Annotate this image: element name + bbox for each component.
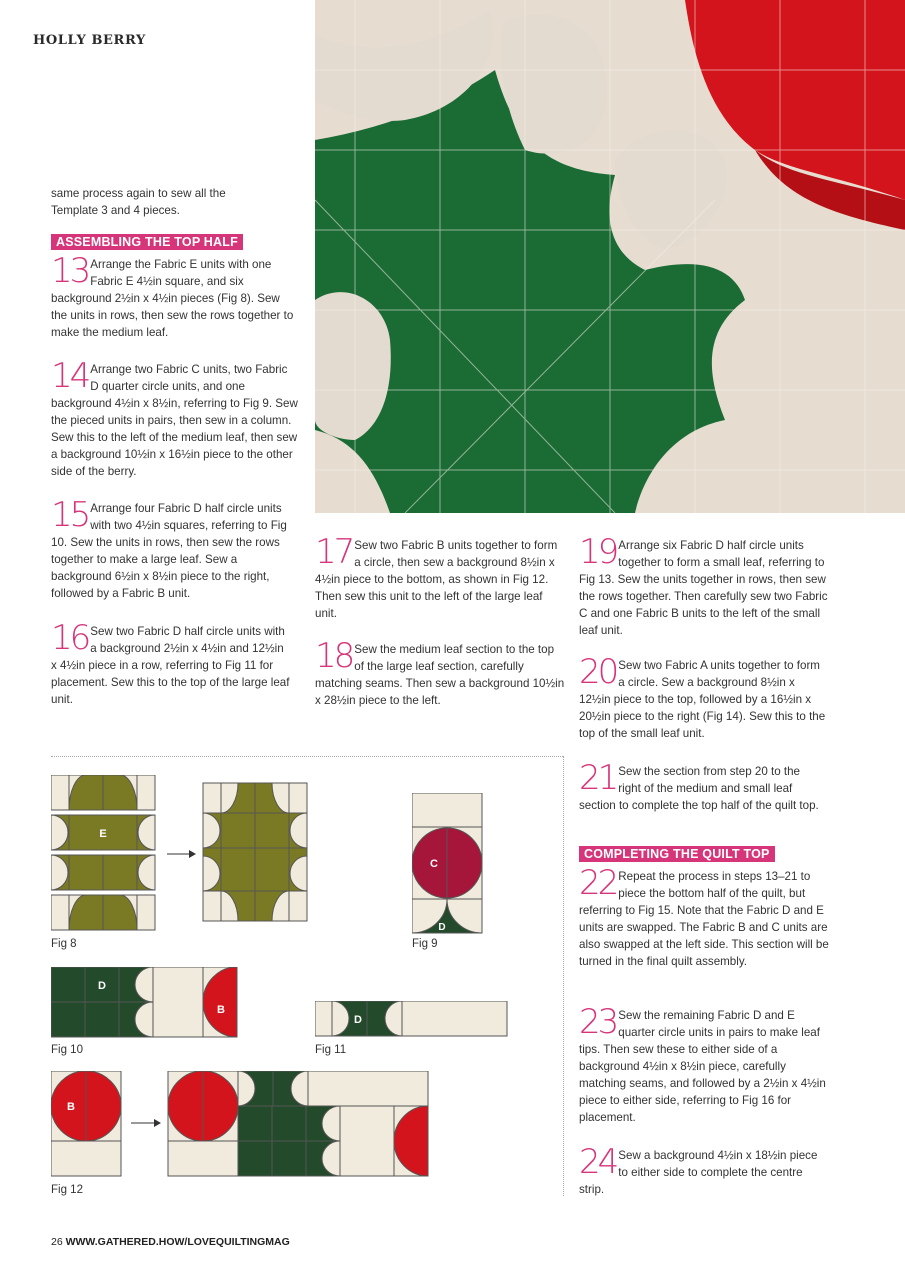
step-13 (51, 251, 296, 341)
step-14 (51, 356, 299, 480)
step-number: 16 (51, 618, 89, 658)
figure-9 (412, 793, 484, 940)
step-number: 20 (579, 652, 617, 692)
step-text: Sew a background 4½in x 18½in piece to either side to complete the centre strip. (579, 1149, 818, 1196)
step-24 (579, 1142, 819, 1198)
step-number: 22 (579, 863, 617, 903)
step-15 (51, 495, 296, 602)
step-text: Arrange the Fabric E units with one Fabric E 4½in square, and six background 2½in x 4½in pieces (Fig 8). Sew the units in rows, then sew the rows together to make the medium leaf. (51, 258, 294, 339)
step-text: Arrange two Fabric C units, two Fabric D quarter circle units, and one background 4½in x 8½in, referring to Fig 9. Sew the pieced units in pairs, then sew in a column. Sew this to the left of the medium leaf, then sew a background 10½in x 16½in piece to the other side of the berry. (51, 363, 298, 478)
step-17 (315, 532, 565, 622)
figure-11 (315, 1001, 509, 1044)
section-heading-quilt-top: COMPLETING THE QUILT TOP (579, 846, 775, 862)
step-16 (51, 618, 291, 708)
step-number: 23 (579, 1002, 617, 1042)
fig-9-label: Fig 9 (412, 938, 438, 950)
fig10-letter-b: B (217, 1004, 225, 1016)
step-number: 19 (579, 532, 617, 572)
fig-11-label: Fig 11 (315, 1044, 347, 1056)
step-number: 24 (579, 1142, 617, 1182)
step-23 (579, 1002, 829, 1126)
page-number: 26 (51, 1236, 63, 1248)
step-number: 21 (579, 758, 617, 798)
fig10-letter-d: D (98, 980, 106, 992)
step-number: 17 (315, 532, 353, 572)
step-number: 13 (51, 251, 89, 291)
step-text: Sew two Fabric D half circle units with a background 2½in x 4½in and 12½in x 4½in piece in a row, referring to Fig 11 for placement. Sew this to the top of the large leaf unit. (51, 625, 290, 706)
step-text: Repeat the process in steps 13–21 to piece the bottom half of the quilt, but referring to Fig 15. Note that the Fabric D and E units are swapped. The Fabric B and C units are also swapped at the left side. This section will be turned in the final quilt assembly. (579, 870, 829, 968)
step-text: Arrange six Fabric D half circle units together to form a small leaf, referring to Fig 13. Sew the units together in rows, then sew the rows together. Then carefully sew two Fabric C and one Fabric B units to the left of the small leaf unit. (579, 539, 828, 637)
fig9-letter-c: C (430, 858, 438, 870)
step-number: 15 (51, 495, 89, 535)
step-20 (579, 652, 829, 742)
fig-8-label: Fig 8 (51, 938, 77, 950)
fig11-letter-d: D (354, 1014, 362, 1026)
separator-line-vertical (563, 756, 564, 1196)
intro-text: same process again to sew all the Template 3 and 4 pieces. (51, 187, 226, 217)
figure-10 (51, 967, 239, 1044)
fig12-letter-b: B (67, 1101, 75, 1113)
fig9-letter-d: D (438, 922, 446, 933)
separator-line (51, 756, 563, 757)
step-22 (579, 863, 829, 970)
step-18 (315, 636, 565, 709)
step-text: Sew the section from step 20 to the right of the medium and small leaf section to complete the top half of the quilt top. (579, 765, 819, 812)
step-text: Arrange four Fabric D half circle units with two 4½in squares, referring to Fig 10. Sew the units in rows, then sew the rows together to make a large leaf. Sew a background 6½in x 8½in piece to the right, followed by a Fabric B unit. (51, 502, 287, 600)
step-21 (579, 758, 824, 814)
step-19 (579, 532, 829, 639)
figure-12 (51, 1071, 431, 1184)
fig-12-label: Fig 12 (51, 1184, 83, 1196)
step-number: 14 (51, 356, 89, 396)
fig-10-label: Fig 10 (51, 1044, 83, 1056)
step-text: Sew the remaining Fabric D and E quarter circle units in pairs to make leaf tips. Then sew these to either side of a background 4½in x 8½in piece, carefully matching seams, and followed by a 2½in x 4½in piece to either side, referring to Fig 16 for placement. (579, 1009, 826, 1124)
page-footer (51, 1236, 290, 1248)
page-header: HOLLY BERRY (33, 33, 146, 48)
step-number: 18 (315, 636, 353, 676)
step-text: Sew the medium leaf section to the top of the large leaf section, carefully matching seams. Then sew a background 10½in x 28½in piece to the left. (315, 643, 565, 707)
footer-url[interactable]: WWW.GATHERED.HOW/LOVEQUILTINGMAG (65, 1236, 290, 1248)
section-heading-top-half: ASSEMBLING THE TOP HALF (51, 234, 243, 250)
figure-8 (51, 775, 311, 940)
fig8-letter-e: E (99, 828, 107, 840)
step-text: Sew two Fabric A units together to form a circle. Sew a background 8½in x 12½in piece to the top, followed by a 16½in x 20½in piece to the right (Fig 14). Sew this to the top of the small leaf unit. (579, 659, 826, 740)
step-text: Sew two Fabric B units together to form a circle, then sew a background 8½in x 4½in piece to the bottom, as shown in Fig 12. Then sew this unit to the left of the large leaf unit. (315, 539, 558, 620)
quilt-photo (315, 0, 905, 513)
